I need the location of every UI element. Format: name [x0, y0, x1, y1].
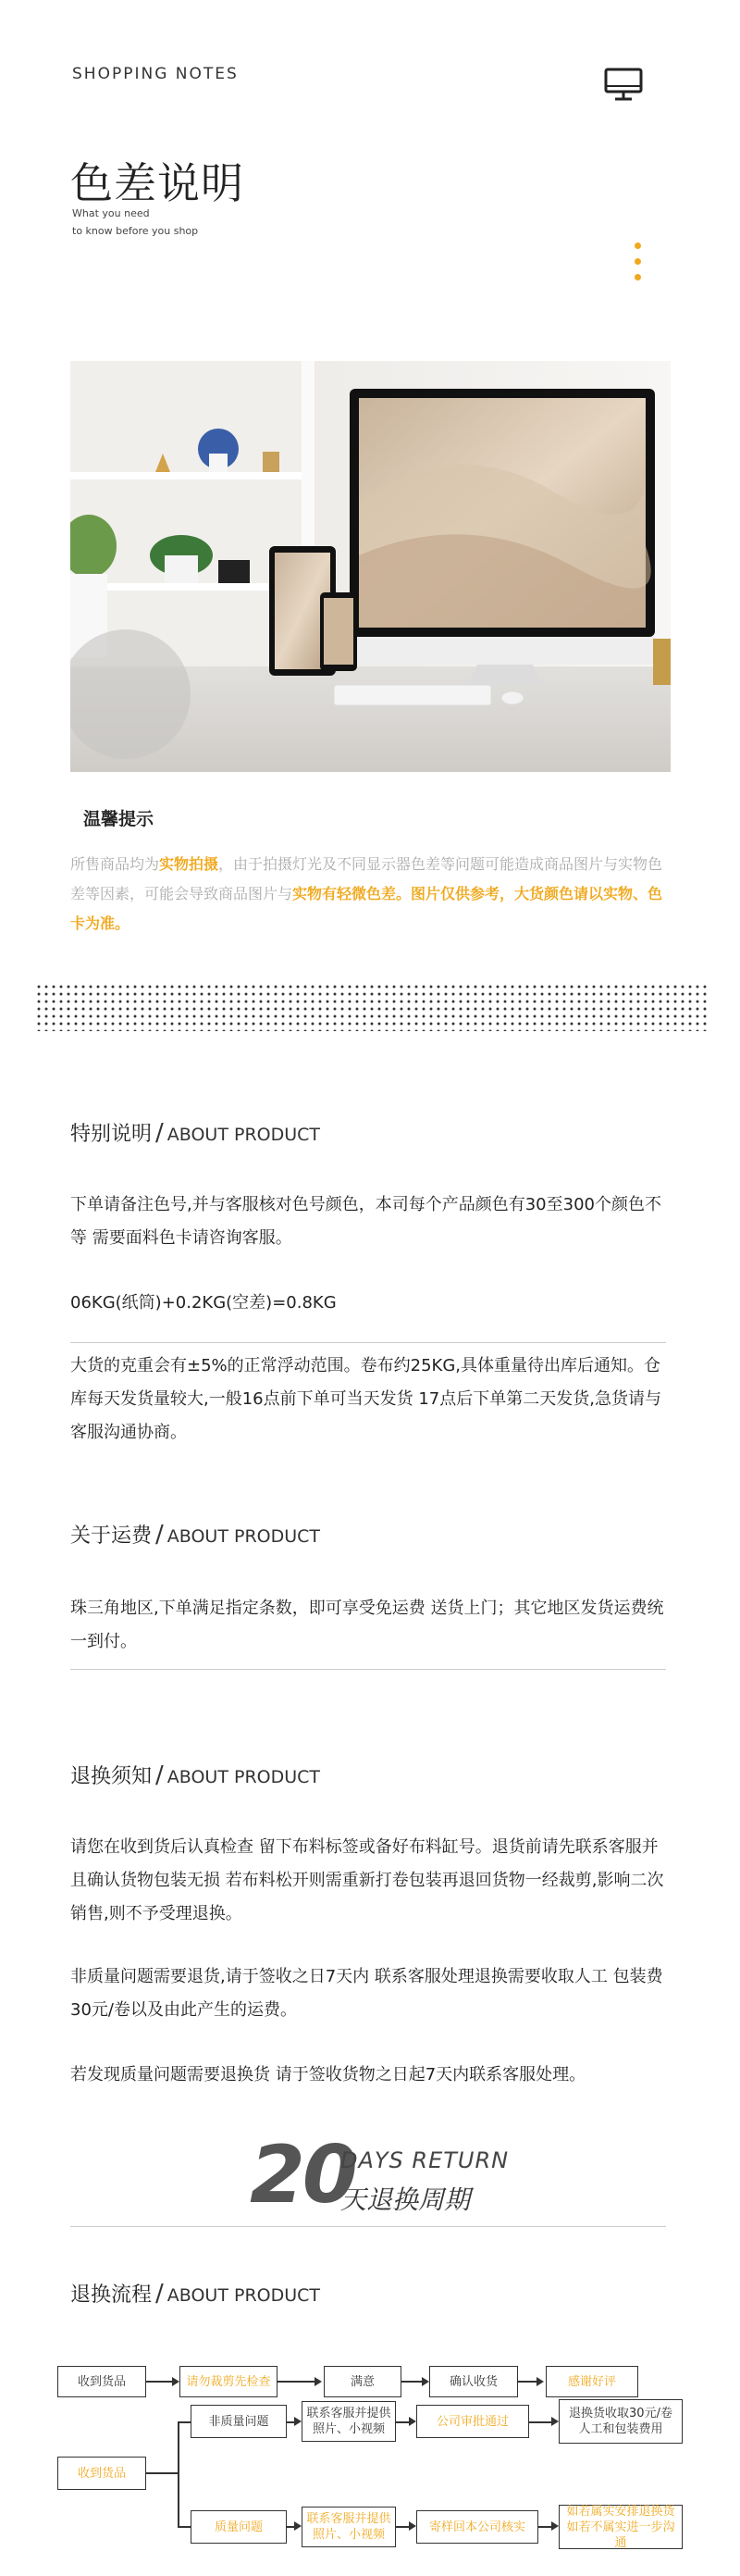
return-days-number: 20	[250, 2129, 355, 2221]
flow-approved: 公司审批通过	[416, 2405, 529, 2438]
return-days-cn: 天退换周期	[340, 2184, 471, 2215]
flow-connector	[278, 2381, 314, 2383]
arrow-icon	[294, 2521, 302, 2531]
flow-thanks: 感谢好评	[546, 2366, 638, 2397]
flow-confirm: 确认收货	[429, 2366, 518, 2397]
flow-connector	[518, 2381, 536, 2383]
return-days-en: DAYS RETURN	[340, 2147, 510, 2173]
flow-fee: 退换货收取30元/卷人工和包装费用	[559, 2399, 683, 2444]
divider	[70, 1669, 666, 1670]
divider	[70, 2226, 666, 2227]
flow-received: 收到货品	[57, 2366, 146, 2397]
tips-paragraph: 所售商品均为实物拍摄，由于拍摄灯光及不同显示器色差等问题可能造成商品图片与实物色差等因素，可能会导致商品图片与实物有轻微色差。图片仅供参考，大货颜色请以实物、色卡为准。	[70, 855, 663, 932]
flow-contact-b: 联系客服并提供照片、小视频	[302, 2507, 396, 2547]
flow-non-quality: 非质量问题	[191, 2405, 287, 2438]
arrow-icon	[314, 2377, 322, 2386]
arrow-icon	[172, 2377, 179, 2386]
decorative-dots	[635, 243, 642, 290]
flow-received-2: 收到货品	[57, 2457, 146, 2490]
arrow-icon	[551, 2417, 559, 2426]
arrow-icon	[409, 2521, 416, 2531]
returns-para-3: 若发现质量问题需要退换货 请于签收货物之日起7天内联系客服处理。	[70, 2065, 586, 2084]
flow-connector	[401, 2381, 422, 2383]
process-section-heading: 退换流程 / ABOUT PRODUCT	[70, 2280, 321, 2308]
flow-inspect: 请勿裁剪先检查	[179, 2366, 278, 2397]
flow-connector	[178, 2526, 191, 2528]
arrow-icon	[409, 2417, 416, 2426]
arrow-icon	[294, 2417, 302, 2426]
flow-send-sample: 寄样回本公司核实	[416, 2510, 538, 2544]
monitor-icon	[603, 67, 644, 104]
tips-title: 温馨提示	[83, 809, 154, 829]
flow-connector	[178, 2421, 191, 2423]
arrow-icon	[551, 2521, 559, 2531]
flow-connector	[146, 2472, 178, 2474]
flow-connector	[396, 2421, 409, 2423]
returns-section-title: 退换须知	[70, 1765, 153, 1788]
shipping-para-1: 珠三角地区,下单满足指定条数，即可享受免运费 送货上门；其它地区发货运费统一到付。	[70, 1599, 664, 1651]
process-section-sub: ABOUT PRODUCT	[166, 2285, 321, 2306]
flow-connector	[529, 2421, 551, 2423]
arrow-icon	[536, 2377, 544, 2386]
special-para-1: 下单请备注色号,并与客服核对色号颜色，本司每个产品颜色有30至300个颜色不等 需要面料色卡请咨询客服。	[70, 1195, 661, 1248]
shipping-section-heading: 关于运费 / ABOUT PRODUCT	[70, 1521, 321, 1549]
shipping-section-sub: ABOUT PRODUCT	[166, 1526, 321, 1547]
arrow-icon	[422, 2377, 429, 2386]
subtitle-line-1: What you need	[72, 207, 150, 219]
special-section-heading: 特别说明 / ABOUT PRODUCT	[70, 1119, 321, 1147]
flow-connector	[538, 2526, 551, 2528]
divider	[70, 1342, 666, 1343]
flow-contact-a: 联系客服并提供照片、小视频	[302, 2401, 396, 2442]
flow-connector	[178, 2421, 179, 2527]
flow-satisfied: 满意	[324, 2366, 401, 2397]
special-para-2: 06KG(纸筒)+0.2KG(空差)=0.8KG	[70, 1293, 337, 1313]
eyebrow-label: SHOPPING NOTES	[72, 65, 239, 83]
subtitle-line-2: to know before you shop	[72, 225, 199, 237]
flow-verify: 如若属实安排退换货如若不属实进一步沟通	[559, 2505, 683, 2549]
special-section-title: 特别说明	[70, 1123, 153, 1146]
special-section-sub: ABOUT PRODUCT	[166, 1125, 321, 1145]
flow-connector	[287, 2421, 294, 2423]
returns-section-heading: 退换须知 / ABOUT PRODUCT	[70, 1761, 321, 1789]
hero-image	[70, 361, 671, 772]
returns-para-1: 请您在收到货后认真检查 留下布料标签或备好布料缸号。退货前请先联系客服并且确认货物包装无损 若布料松开则需重新打卷包装再退回货物一经裁剪,影响二次销售,则不予受理退换。	[70, 1837, 664, 1923]
dotted-divider	[35, 983, 709, 1031]
special-para-3: 大货的克重会有±5%的正常浮动范围。卷布约25KG,具体重量待出库后通知。仓库每天发货量较大,一般16点前下单可当天发货 17点后下单第二天发货,急货请与客服沟通协商。	[70, 1356, 661, 1442]
flow-connector	[287, 2526, 294, 2528]
shipping-section-title: 关于运费	[70, 1524, 153, 1548]
returns-section-sub: ABOUT PRODUCT	[166, 1767, 321, 1787]
flow-quality: 质量问题	[191, 2510, 287, 2544]
returns-para-2: 非质量问题需要退货,请于签收之日7天内 联系客服处理退换需要收取人工 包装费30元/卷以及由此产生的运费。	[70, 1967, 663, 2020]
process-section-title: 退换流程	[70, 2284, 153, 2307]
page-title: 色差说明	[70, 158, 244, 208]
flow-connector	[396, 2526, 409, 2528]
flow-connector	[146, 2381, 172, 2383]
